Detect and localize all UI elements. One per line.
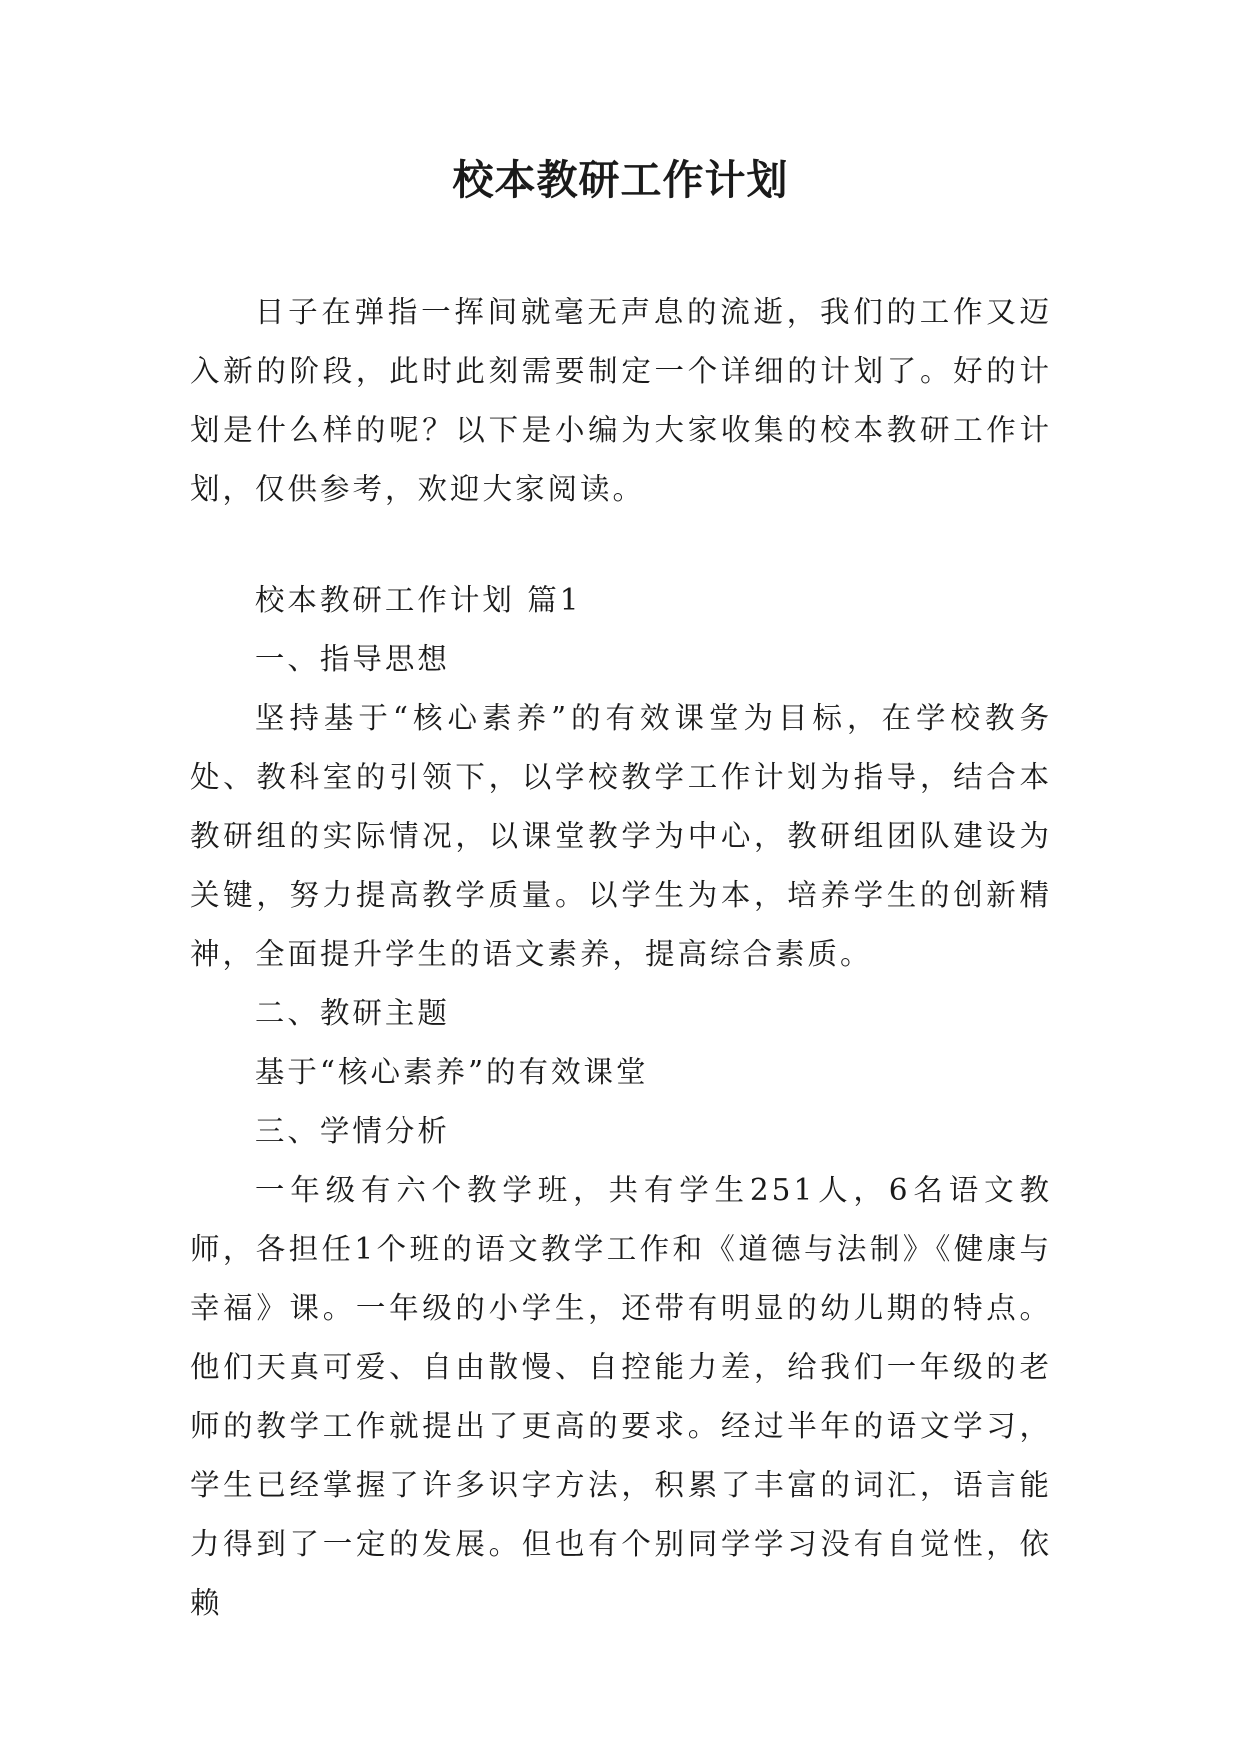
paragraph-research-theme: 基于“核心素养”的有效课堂 bbox=[254, 1055, 649, 1089]
heading-research-theme: 二、教研主题 bbox=[254, 996, 450, 1030]
section-heading: 校本教研工作计划 篇1 bbox=[254, 583, 582, 617]
intro-paragraph: 日子在弹指一挥间就毫无声息的流逝，我们的工作又迈入新的阶段，此时此刻需要制定一个详细的计划了。好的计划是什么样的呢？以下是小编为大家收集的校本教研工作计划，仅供参考，欢迎大家阅读。 bbox=[190, 295, 1052, 506]
heading-guiding-ideology: 一、指导思想 bbox=[254, 642, 450, 676]
heading-student-analysis: 三、学情分析 bbox=[254, 1114, 450, 1148]
intro-section bbox=[190, 283, 1052, 519]
paragraph-student-analysis: 一年级有六个教学班，共有学生251人，6名语文教师，各担任1个班的语文教学工作和《道德与法制》《健康与幸福》课。一年级的小学生，还带有明显的幼儿期的特点。他们天真可爱、自由散慢、自控能力差，给我们一年级的老师的教学工作就提出了更高的要求。经过半年的语文学习，学生已经掌握了许多识字方法，积累了丰富的词汇，语言能力得到了一定的发展。但也有个别同学学习没有自觉性，依赖 bbox=[190, 1173, 1052, 1620]
paragraph-guiding-ideology: 坚持基于“核心素养”的有效课堂为目标，在学校教务处、教科室的引领下，以学校教学工作计划为指导，结合本教研组的实际情况，以课堂教学为中心，教研组团队建设为关键，努力提高教学质量。以学生为本，培养学生的创新精神，全面提升学生的语文素养，提高综合素质。 bbox=[190, 701, 1052, 971]
page-title: 校本教研工作计划 bbox=[452, 156, 789, 204]
main-section bbox=[190, 571, 1052, 1633]
